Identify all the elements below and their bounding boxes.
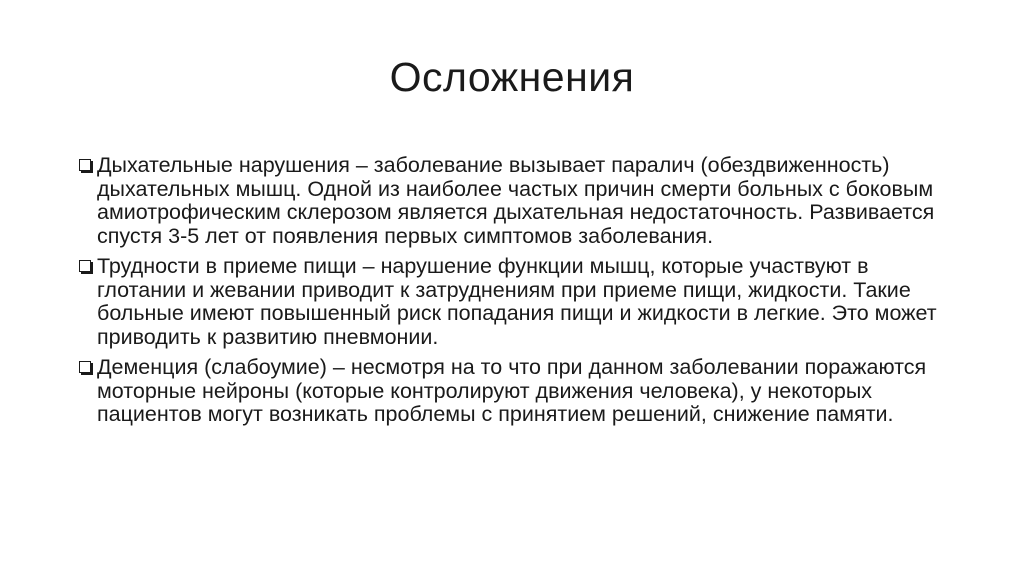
checkbox-bullet-icon xyxy=(79,260,91,272)
bullet-item xyxy=(78,154,958,248)
bullet-item xyxy=(78,356,958,427)
checkbox-bullet-icon xyxy=(79,361,91,373)
bullet-list xyxy=(78,154,958,434)
bullet-item xyxy=(78,255,958,349)
checkbox-bullet-icon xyxy=(79,159,91,171)
slide-title: Осложнения xyxy=(389,54,635,100)
bullet-text: Дыхательные нарушения – заболевание вызывает паралич (обездвиженность) дыхательных мышц. Одной из наиболее частых причин смерти больных с боковым амиотрофическим склерозом является дыхательная недостаточность. Развивается спустя 3-5 лет от появления первых симптомов заболевания. xyxy=(97,153,935,248)
bullet-text: Деменция (слабоумие) – несмотря на то что при данном заболевании поражаются моторные нейроны (которые контролируют движения человека), у некоторых пациентов могут возникать проблемы с принятием решений, снижение памяти. xyxy=(97,355,927,426)
bullet-text: Трудности в приеме пищи – нарушение функции мышц, которые участвуют в глотании и жевании приводит к затруднениям при приеме пищи, жидкости. Такие больные имеют повышенный риск попадания пищи и жидкости в легкие. Это может приводить к развитию пневмонии. xyxy=(97,254,937,349)
